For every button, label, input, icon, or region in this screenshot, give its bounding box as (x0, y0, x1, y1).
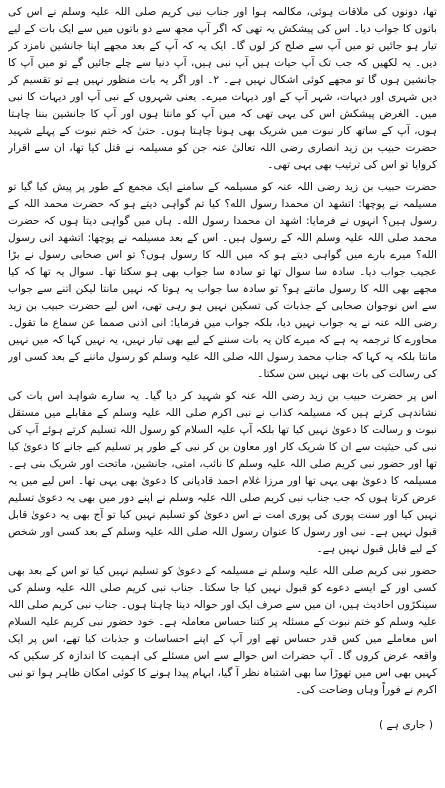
paragraph-4: حضور نبی کریم صلی اللہ علیہ وسلم نے مسیلمہ کے دعویٰ کو تسلیم نہیں کیا تو اس کے بعد بھی کسی اور کے ایسے دعوے کو قبول نہیں کیا جا سکتا۔ جناب نبی کریم صلی اللہ علیہ وسلم کی سینکڑوں احادیث ہیں، ان میں سے صرف ایک اور حوالہ دینا چاہتا ہوں۔ جناب نبی کریم صلی اللہ علیہ وسلم کو ختم نبوت کے مسئلہ پر کتنا حساس معاملہ ہے۔ خود حضور نبی کریم علیہ السلام اس معاملے میں کس قدر حساس تھے اور آپ کے اپنے احساسات و جذبات کیا تھے، اس پر ایک واقعہ عرض کروں گا۔ آپ حضرات اس حوالے سے اس مسئلے کی اہمیت کا اندازہ کر سکیں کہ کہیں بھی اس میں تھوڑا سا بھی اشتباہ نظر آ گیا، ابہام پیدا ہونے کا کوئی امکان ظاہر ہوا تو نبی اکرم نے فوراً وہاں وضاحت کی۔ (8, 565, 437, 696)
paragraph-1: تھا، دونوں کی ملاقات ہوئی، مکالمہ ہوا اور جناب نبی کریم صلی اللہ علیہ وسلم نے اس کی باتوں کا جواب دیا۔ اس کی پیشکش یہ تھی کہ اگر آپ مجھ سے دو باتوں میں سے ایک بات کے لیے تیار ہو جائیں تو میں آپ سے صلح کر لوں گا۔ ایک یہ کہ آپ کے بعد مجھے اپنا جانشین نامزد کر دیں۔ یہ لکھیں کہ جب تک آپ حیات ہیں آپ نبی ہیں، آپ دنیا سے چلے جائیں گے تو میں آپ کا جانشین ہوں گا تو مجھے کوئی اشکال نہیں ہے۔ ۲۔ اور اگر یہ بات منظور نہیں ہے تو تقسیم کر دیں شہری اور دیہات، شہر آپ کے اور دیہات میرے۔ یعنی شہروں کے نبی آپ اور دیہات کا نبی میں۔ الغرض پیشکش اس کی یہی تھی کہ میں آپ کو مانتا ہوں اور آپ کا جانشین بننا چاہتا ہوں، آپ کے ساتھ کار نبوت میں شریک بھی ہونا چاہتا ہوں۔ حتیٰ کہ ختم نبوت کے پہلے شہید حضرت حبیب بن زید انصاری رضی اللہ تعالیٰ عنہ جن کو مسیلمہ نے قتل کیا تھا، ان سے اقرار کروایا تو اس کی ترتیب بھی یہی تھی۔ (8, 6, 437, 171)
continued-note: ( جاری ہے ) (379, 719, 433, 731)
document-page (8, 4, 437, 784)
paragraph-2: حضرت حبیب بن زید رضی اللہ عنہ کو مسیلمہ کے سامنے ایک مجمع کے طور پر پیش کیا گیا تو مسیلمہ نے پوچھا: اتشهد ان محمدا رسول الله؟ کیا تم گواہی دیتے ہو کہ حضرت محمد اللہ کے رسول ہیں؟ انہوں نے فرمایا: اشهد ان محمدا رسول الله۔ ہاں میں گواہی دیتا ہوں کہ حضرت محمد صلی اللہ علیہ وسلم اللہ کے رسول ہیں۔ اس کے بعد مسیلمہ نے پوچھا: اتشهد انی رسول الله؟ میرے بارے میں گواہی دیتے ہو کہ میں اللہ کا رسول ہوں؟ تو اس صحابی رسول نے بڑا عجیب جواب دیا۔ سادہ سا سوال تھا تو سادہ سا جواب بھی ہو سکتا تھا۔ سوال یہ تھا کہ کیا مجھے بھی اللہ کا رسول مانتے ہو؟ تو سادہ سا جواب یہ ہوتا کہ نہیں مانتا لیکن اتنے سے جواب سے اس نوجوان صحابی کے جذبات کی تسکین نہیں ہو رہی تھی، اس لیے حضرت حبیب بن زید رضی اللہ عنہ نے یہ جواب نہیں دیا، بلکہ جواب میں فرمایا: انی اذنی صمما عن سماع ما تقول۔ محاورے کا ترجمہ یہ ہے کہ میرے کان یہ بات سننے کے لیے بھی تیار نہیں، یہ نہیں کہا کہ میں نہیں مانتا بلکہ یہ کہا کہ جناب محمد رسول اللہ صلی اللہ علیہ وسلم کو رسول ماننے کے بعد کسی اور کی رسالت کی بات بھی نہیں سن سکتا۔ (8, 181, 437, 380)
paragraph-3: اس پر حضرت حبیب بن زید رضی اللہ عنہ کو شہید کر دیا گیا۔ یہ سارے شواہد اس بات کی نشاندہی کرتے ہیں کہ مسیلمہ کذاب نے نبی اکرم صلی اللہ علیہ وسلم کے مقابلے میں مستقل نبوت و رسالت کا دعویٰ نہیں کیا تھا بلکہ آپ علیہ السلام کو رسول اللہ تسلیم کرتے ہوئے آپ کی نبی کی حیثیت سے ان کا شریک کار اور معاون بن کر نبی کے طور پر تسلیم کیے جانے کا دعویٰ کیا تھا اور حضور نبی کریم صلی اللہ علیہ وسلم کا نائب، امتی، جانشین، ماتحت اور شریک بنی ہے۔ مسیلمہ کا دعویٰ بھی یہی تھا اور مرزا غلام احمد قادیانی کا دعویٰ بھی یہی تھا۔ اس لیے میں یہ عرض کرتا ہوں کہ جب جناب نبی کریم صلی اللہ علیہ وسلم نے اپنے دور میں بھی یہ دعویٰ تسلیم نہیں کیا اور سنت پوری کی پوری امت نے اس دعویٰ کو تسلیم نہیں کیا تو آج بھی یہ دعویٰ قابل قبول نہیں ہے۔ نبی اور رسول کا عنوان رسول اللہ صلی اللہ علیہ وسلم کے بعد کسی اور شخص کے لیے قابل قبول نہیں ہے۔ (8, 390, 437, 555)
